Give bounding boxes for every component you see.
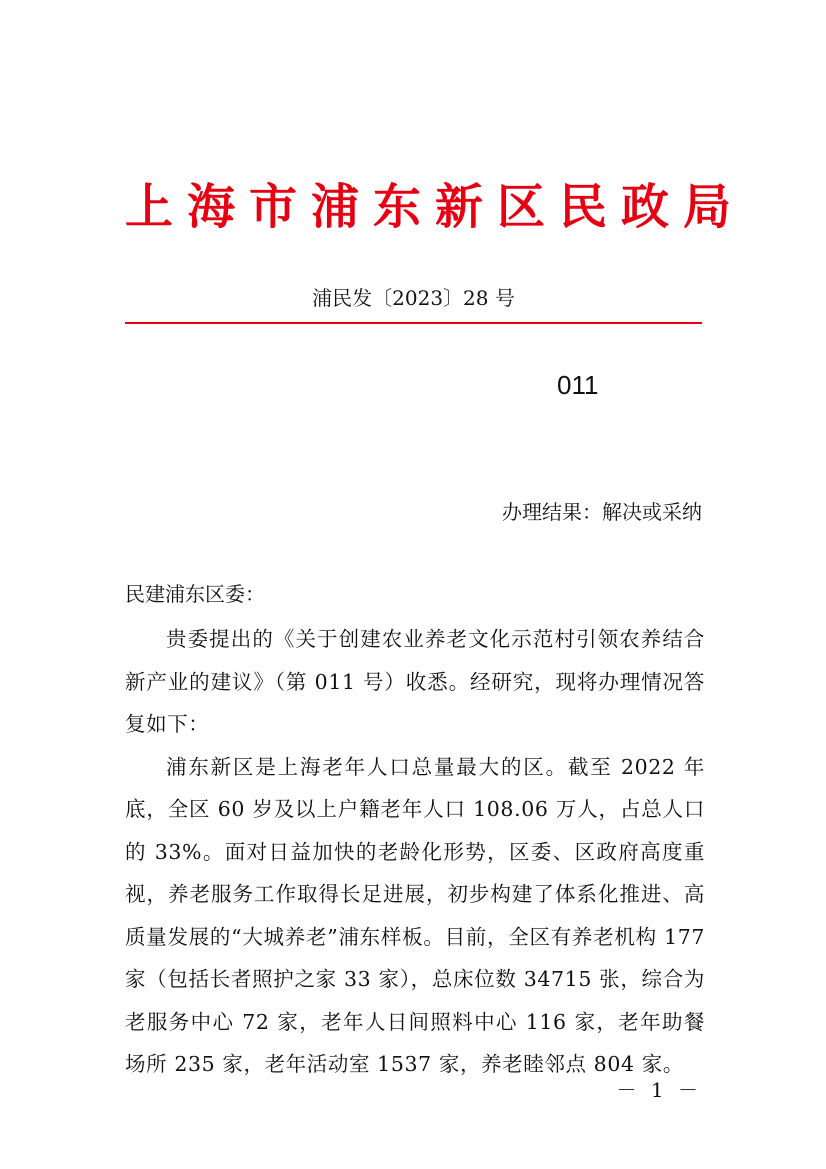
salutation: 民建浦东区委： [125,582,265,606]
agency-header-title: 上海市浦东新区民政局 [125,179,746,235]
document-number: 浦民发〔2023〕28 号 [312,286,515,310]
body-paragraph: 贵委提出的《关于创建农业养老文化示范村引领农养结合新产业的建议》（第 011 号）收悉。经研究，现将办理情况答复如下： [125,627,705,736]
page-number: － 1 － [616,1078,702,1102]
handling-result: 办理结果：解决或采纳 [502,500,702,524]
body-text [125,618,705,1086]
proposal-id: 011 [557,370,599,400]
header-divider [125,322,702,324]
body-paragraph: 浦东新区是上海老年人口总量最大的区。截至 2022 年底，全区 60 岁及以上户籍老年人口 108.06 万人，占总人口的 33%。面对日益加快的老龄化形势，区委、区政府高度重视，养老服务工作取得长足进展，初步构建了体系化推进、高质量发展的“大城养老”浦东样板。目前，全区有养老机构 177 家（包括长者照护之家 33 家），总床位数 34715 张，综合为老服务中心 72 家，老年人日间照料中心 116 家，老年助餐场所 235 家，老年活动室 1537 家，养老睦邻点 804 家。 [125,754,705,1076]
